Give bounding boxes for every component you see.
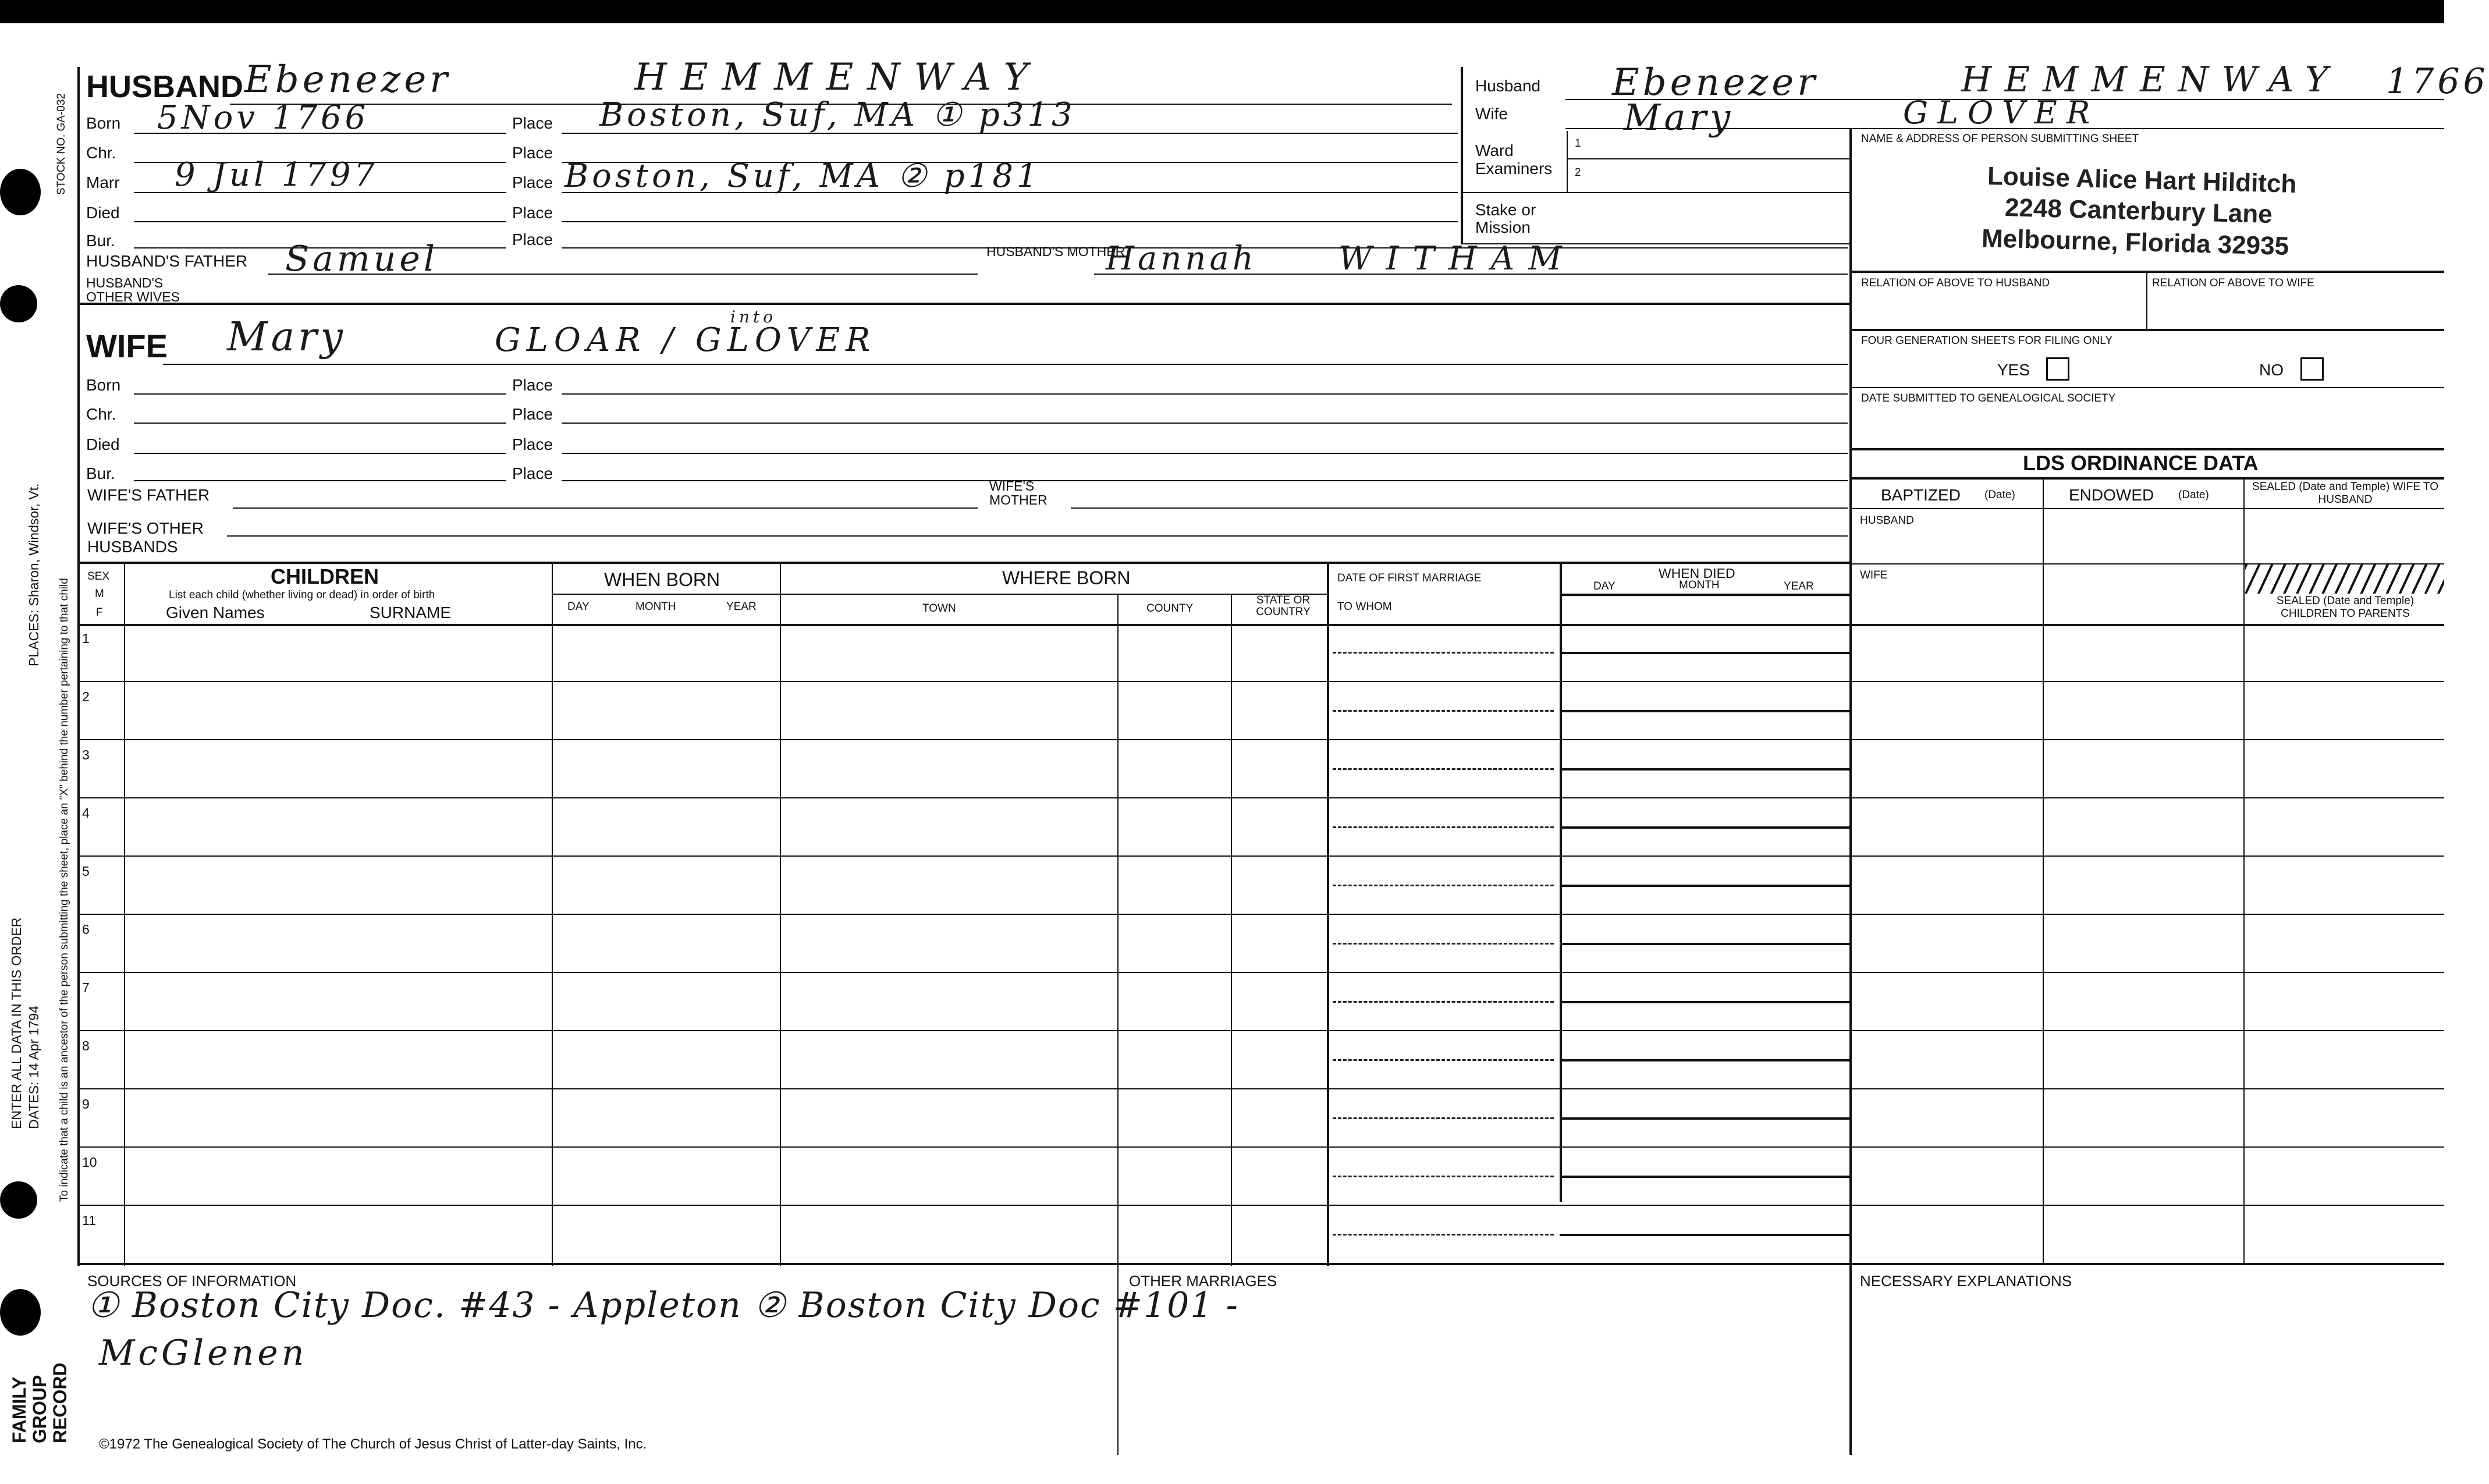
wifes-other-husbands-label: WIFE'S OTHER HUSBANDS [87,519,204,556]
frame-divider-mid [1461,67,1463,244]
sex-f-header: F [96,606,103,619]
husband-chr-label: Chr. [86,144,116,162]
ordinance-husband-row: HUSBAND [1860,514,1914,527]
wife-given-name: Mary [227,314,347,360]
wife-surname-note: into [730,307,777,326]
husbands-other-wives-label: HUSBAND'S OTHER WIVES [86,275,180,304]
examiners-label: Examiners [1475,159,1553,177]
wife-died-place-label: Place [512,435,553,453]
necessary-explanations-label: NECESSARY EXPLANATIONS [1860,1272,2072,1290]
husbands-mother-label: HUSBAND'S MOTHER [986,244,1125,259]
children-note: List each child (whether living or dead) in order of birth [169,589,435,601]
wifes-mother-label: WIFE'S MOTHER [989,478,1048,507]
when-died-year: YEAR [1784,580,1814,592]
yes-checkbox[interactable] [2046,357,2069,381]
sealed-wife-header: SEALED (Date and Temple) WIFE TO HUSBAND [2252,481,2438,506]
relation-husband-label: RELATION OF ABOVE TO HUSBAND [1861,277,2050,289]
when-born-header: WHEN BORN [604,569,720,590]
husband-marr-label: Marr [86,173,120,191]
form-title-family: FAMILY [9,1376,30,1443]
husband-born-place-label: Place [512,114,553,132]
child-row-number: 4 [82,805,90,821]
husband-surname: HEMMENWAY [634,56,1042,99]
form-title-record: RECORD [49,1362,70,1443]
wife-surname: GLOAR / GLOVER [495,321,876,359]
when-died-month: MONTH [1679,579,1720,591]
panel-husband-given: Ebenezer [1612,61,1819,104]
lds-title: LDS ORDINANCE DATA [2023,451,2259,475]
when-died-header: WHEN DIED [1659,566,1735,581]
when-born-year: YEAR [726,601,757,613]
endowed-header: ENDOWED [2069,486,2154,504]
sources-line-2: McGlenen [99,1333,308,1373]
child-row-number: 1 [82,631,90,646]
child-row-number: 6 [82,922,90,937]
endowed-date: (Date) [2178,489,2209,501]
when-born-month: MONTH [635,601,676,613]
sealed-hatch [2245,565,2444,594]
submitter-name: Louise Alice Hart Hilditch [1987,162,2297,198]
wife-chr-place-label: Place [512,405,553,423]
husband-died-place-label: Place [512,204,553,222]
wife-heading: WIFE [86,328,168,364]
child-row-number: 3 [82,747,90,762]
to-whom-header: TO WHOM [1337,601,1392,613]
no-checkbox[interactable] [2300,357,2324,381]
husband-bur-label: Bur. [86,232,115,250]
binder-hole [0,1289,41,1336]
examiner-1: 1 [1575,137,1581,150]
husband-born-date: 5Nov 1766 [157,99,370,137]
husband-bur-place-label: Place [512,230,553,248]
binder-hole [0,169,41,215]
husband-died-label: Died [86,204,120,222]
child-row-number: 5 [82,864,90,879]
mission-label: Mission [1475,218,1531,236]
relation-wife-label: RELATION OF ABOVE TO WIFE [2152,277,2314,289]
wife-bur-label: Bur. [86,464,115,482]
baptized-header: BAPTIZED [1881,486,1961,504]
sex-m-header: M [95,588,104,600]
husband-chr-place-label: Place [512,144,553,162]
copyright: ©1972 The Genealogical Society of The Church of Jesus Christ of Latter-day Saints, Inc. [99,1436,647,1452]
side-places: PLACES: Sharon, Windsor, Vt. [26,483,41,666]
husband-born-place: Boston, Suf, MA ① p313 [599,96,1076,134]
town-header: TOWN [922,602,956,615]
name-address-label: NAME & ADDRESS OF PERSON SUBMITTING SHEET [1861,133,2139,145]
husband-marr-place: Boston, Suf, MA ② p181 [564,157,1041,195]
sex-header: SEX [87,570,110,583]
panel-husband-surname: HEMMENWAY [1961,59,2341,100]
binder-hole [0,285,37,322]
child-row-number: 9 [82,1096,90,1112]
other-marriages-label: OTHER MARRIAGES [1129,1272,1277,1290]
when-born-day: DAY [567,601,590,613]
side-instruction-indicate: To indicate that a child is an ancestor of the person submitting the sheet, place an "X" behind the number pertaining to that child [58,578,70,1202]
wife-born-place-label: Place [512,376,553,394]
stock-number: STOCK NO. GA-032 [55,93,68,195]
submitter-street: 2248 Canterbury Lane [2004,193,2273,229]
child-row-number: 10 [82,1155,97,1170]
submitter-city: Melbourne, Florida 32935 [1981,224,2289,261]
child-row-number: 8 [82,1038,90,1053]
baptized-date: (Date) [1984,489,2015,501]
side-instruction-dates: DATES: 14 Apr 1794 [26,1006,41,1129]
husband-heading: HUSBAND [86,69,243,104]
wifes-father-label: WIFE'S FATHER [87,486,210,504]
top-border [0,0,2444,23]
sources-line-1: ① Boston City Doc. #43 - Appleton ② Boston City Doc #101 - [87,1285,1239,1326]
sources-label: SOURCES OF INFORMATION [87,1272,297,1290]
yes-label: YES [1997,361,2030,379]
panel-husband-year: 1766 [2386,61,2489,102]
child-row-number: 11 [82,1213,96,1228]
date-submitted-label: DATE SUBMITTED TO GENEALOGICAL SOCIETY [1861,392,2116,404]
wife-chr-label: Chr. [86,405,116,423]
husband-born-label: Born [86,114,121,132]
husbands-father-label: HUSBAND'S FATHER [86,252,248,270]
no-label: NO [2259,361,2284,379]
county-header: COUNTY [1146,602,1194,615]
panel-wife-given: Mary [1624,96,1734,139]
husbands-mother-surname: WITHAM [1338,240,1576,278]
wife-born-label: Born [86,376,121,394]
children-header: CHILDREN [271,565,379,588]
frame-left [77,67,80,1266]
sealed-children-header: SEALED (Date and Temple) CHILDREN TO PARENTS [2276,595,2415,620]
four-gen-label: FOUR GENERATION SHEETS FOR FILING ONLY [1861,335,2113,347]
ward-label: Ward [1475,141,1514,159]
surname-header: SURNAME [370,603,452,622]
examiner-2: 2 [1575,166,1581,179]
first-marriage-header: DATE OF FIRST MARRIAGE [1337,572,1482,584]
husbands-father: Samuel [285,239,439,279]
form-title-group: GROUP [29,1375,50,1443]
panel-wife-label: Wife [1475,105,1508,123]
binder-hole [0,1181,37,1219]
panel-husband-label: Husband [1475,77,1541,95]
child-row-number: 7 [82,980,90,995]
husband-marr-place-label: Place [512,173,553,191]
given-names-header: Given Names [166,603,265,622]
frame-divider-right [1849,128,1852,1455]
state-country-header: STATE OR COUNTRY [1256,594,1311,618]
stake-label: Stake or [1475,201,1536,219]
husbands-mother-given: Hannah [1106,240,1257,278]
where-born-header: WHERE BORN [1002,567,1131,588]
ordinance-wife-row: WIFE [1860,569,1888,581]
panel-wife-surname: GLOVER [1903,94,2100,131]
husband-marr-date: 9 Jul 1797 [175,156,379,194]
side-instruction-order: ENTER ALL DATA IN THIS ORDER [9,917,24,1129]
when-died-day: DAY [1593,580,1615,592]
wife-bur-place-label: Place [512,464,553,482]
husband-given-name: Ebenezer [244,58,451,101]
child-row-number: 2 [82,689,90,704]
wife-died-label: Died [86,435,120,453]
